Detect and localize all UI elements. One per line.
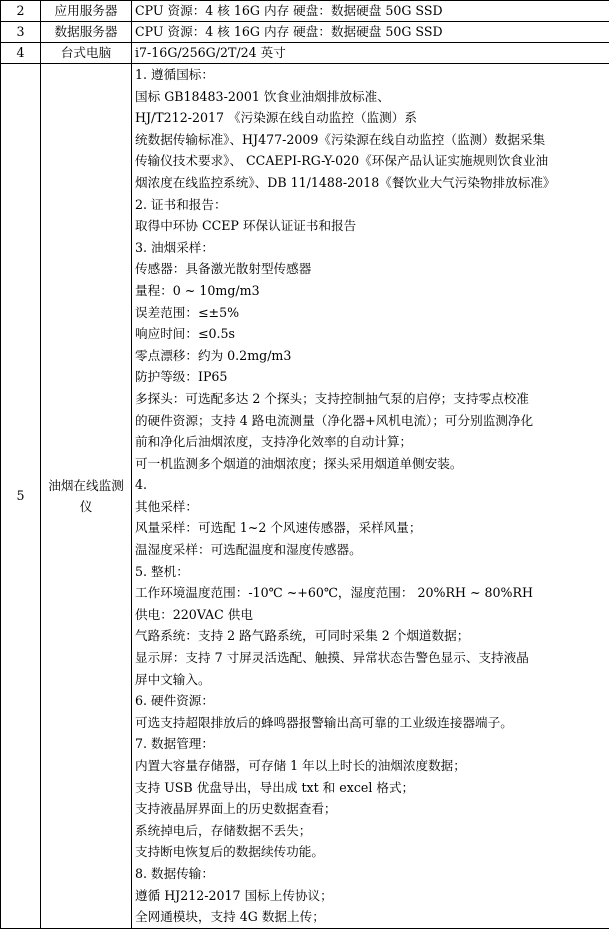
spec-line: 风量采样：可选配 1~2 个风速传感器，采样风量； — [135, 517, 606, 539]
row-number: 5 — [1, 64, 41, 929]
spec-line: 支持液晶屏界面上的历史数据查看； — [135, 798, 606, 820]
spec-line: 零点漂移：约为 0.2mg/m3 — [135, 345, 606, 367]
spec-line: 前和净化后油烟浓度，支持净化效率的自动计算； — [135, 431, 606, 453]
spec-line: 的硬件资源；支持 4 路电流测量（净化器+风机电流）；可分别监测净化 — [135, 410, 606, 432]
spec-line: 取得中环协 CCEP 环保认证证书和报告 — [135, 215, 606, 237]
item-name: 油烟在线监测仪 — [41, 64, 132, 929]
spec-line: 烟浓度在线监控系统》、DB 11/1488-2018《餐饮业大气污染物排放标准》 — [135, 172, 606, 194]
spec-line: 温湿度采样：可选配温度和湿度传感器。 — [135, 539, 606, 561]
spec-line: 气路系统：支持 2 路气路系统，可同时采集 2 个烟道数据； — [135, 625, 606, 647]
spec-line: 屏中文输入。 — [135, 669, 606, 691]
item-name: 数据服务器 — [41, 22, 132, 43]
spec-line: 国标 GB18483-2001 饮食业油烟排放标准、 — [135, 86, 606, 108]
row-number: 4 — [1, 43, 41, 64]
spec-line: 3. 油烟采样： — [135, 237, 606, 259]
spec-line: 误差范围：≤±5% — [135, 302, 606, 324]
spec-line: 防护等级：IP65 — [135, 366, 606, 388]
spec-line: 1. 遵循国标： — [135, 64, 606, 86]
item-spec-detail — [132, 64, 609, 929]
table-row — [1, 43, 609, 64]
table-row — [1, 1, 609, 22]
item-spec: CPU 资源：4 核 16G 内存 硬盘：数据硬盘 50G SSD — [132, 1, 609, 22]
spec-line: 供电：220VAC 供电 — [135, 604, 606, 626]
spec-line: 统数据传输标准》、HJ477-2009《污染源在线自动监控（监测）数据采集 — [135, 129, 606, 151]
spec-line: 支持 USB 优盘导出，导出成 txt 和 excel 格式； — [135, 777, 606, 799]
spec-line: 6. 硬件资源： — [135, 690, 606, 712]
spec-line: 7. 数据管理： — [135, 733, 606, 755]
spec-line: 多探头：可选配多达 2 个探头；支持控制抽气泵的启停；支持零点校准 — [135, 388, 606, 410]
spec-line: 响应时间：≤0.5s — [135, 323, 606, 345]
spec-line: 其他采样： — [135, 496, 606, 518]
spec-line: 系统掉电后，存储数据不丢失； — [135, 820, 606, 842]
item-spec: i7-16G/256G/2T/24 英寸 — [132, 43, 609, 64]
spec-line: HJ/T212-2017 《污染源在线自动监控（监测）系 — [135, 107, 606, 129]
spec-line: 工作环境温度范围：-10℃ ~+60℃，湿度范围： 20%RH ~ 80%RH — [135, 582, 606, 604]
spec-line: 量程：0 ~ 10mg/m3 — [135, 280, 606, 302]
spec-line: 全网通模块，支持 4G 数据上传； — [135, 906, 606, 928]
spec-line: 传感器：具备激光散射型传感器 — [135, 258, 606, 280]
item-name: 应用服务器 — [41, 1, 132, 22]
table-row — [1, 64, 609, 929]
spec-line: 8. 数据传输： — [135, 863, 606, 885]
spec-line: 可一机监测多个烟道的油烟浓度；探头采用烟道单侧安装。 — [135, 453, 606, 475]
row-number: 3 — [1, 22, 41, 43]
spec-line: 内置大容量存储器，可存储 1 年以上时长的油烟浓度数据； — [135, 755, 606, 777]
spec-line: 遵循 HJ212-2017 国标上传协议； — [135, 885, 606, 907]
item-spec: CPU 资源：4 核 16G 内存 硬盘：数据硬盘 50G SSD — [132, 22, 609, 43]
row-number: 2 — [1, 1, 41, 22]
spec-line: 可选支持超限排放后的蜂鸣器报警输出高可靠的工业级连接器端子。 — [135, 712, 606, 734]
spec-line: 传输仪技术要求》、 CCAEPI-RG-Y-020《环保产品认证实施规则饮食业油 — [135, 150, 606, 172]
spec-line: 5. 整机： — [135, 561, 606, 583]
spec-line: 2. 证书和报告： — [135, 194, 606, 216]
item-name: 台式电脑 — [41, 43, 132, 64]
table-row — [1, 22, 609, 43]
spec-line: 4. — [135, 474, 606, 496]
spec-line: 显示屏：支持 7 寸屏灵活选配、触摸、异常状态告警色显示、支持液晶 — [135, 647, 606, 669]
spec-line: 支持断电恢复后的数据续传功能。 — [135, 841, 606, 863]
